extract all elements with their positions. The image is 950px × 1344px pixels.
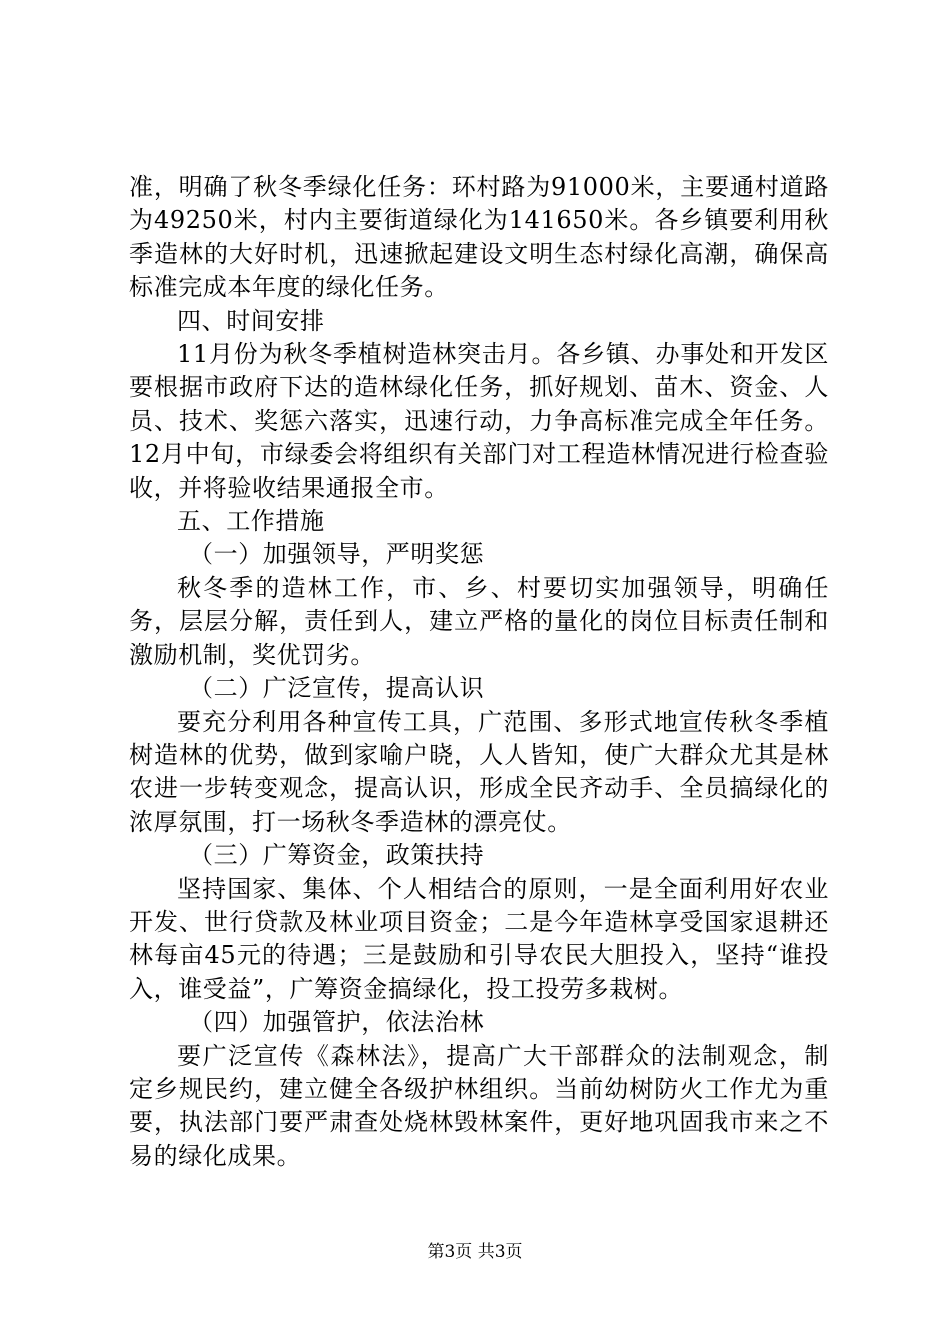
page-footer: 第3页 共3页	[427, 1242, 523, 1262]
paragraph-publicity: 要充分利用各种宣传工具，广范围、多形式地宣传秋冬季植树造林的优势，做到家喻户晓，人人皆知，使广大群众尤其是林农进一步转变观念，提高认识，形成全民齐动手、全员搞绿化的浓厚氛围，打一场秋冬季造林的漂亮仗。	[129, 707, 829, 836]
section-heading-schedule: 四、时间安排	[177, 306, 325, 335]
paragraph-funding: 坚持国家、集体、个人相结合的原则，一是全面利用好农业开发、世行贷款及林业项目资金；二是今年造林享受国家退耕还林每亩45元的待遇；三是鼓励和引导农民大胆投入，坚持“谁投入，谁受益”，广筹资金搞绿化，投工投劳多栽树。	[129, 874, 829, 1003]
subheading-leadership: （一）加强领导，严明奖惩	[189, 540, 485, 569]
paragraph-schedule: 11月份为秋冬季植树造林突击月。各乡镇、办事处和开发区要根据市政府下达的造林绿化任务，抓好规划、苗木、资金、人员、技术、奖惩六落实，迅速行动，力争高标准完成全年任务。12月中旬，市绿委会将组织有关部门对工程造林情况进行检查验收，并将验收结果通报全市。	[129, 340, 829, 502]
section-heading-measures: 五、工作措施	[177, 507, 325, 536]
subheading-protection: （四）加强管护，依法治林	[189, 1008, 485, 1037]
document-body	[129, 171, 829, 1173]
subheading-funding: （三）广筹资金，政策扶持	[189, 841, 485, 870]
paragraph-leadership: 秋冬季的造林工作，市、乡、村要切实加强领导，明确任务，层层分解，责任到人，建立严格的量化的岗位目标责任制和激励机制，奖优罚劣。	[129, 573, 829, 669]
subheading-publicity: （二）广泛宣传，提高认识	[189, 674, 485, 703]
paragraph-continuation: 准，明确了秋冬季绿化任务：环村路为91000米，主要通村道路为49250米，村内主要街道绿化为141650米。各乡镇要利用秋季造林的大好时机，迅速掀起建设文明生态村绿化高潮，确保高标准完成本年度的绿化任务。	[129, 173, 829, 302]
paragraph-protection: 要广泛宣传《森林法》，提高广大干部群众的法制观念，制定乡规民约，建立健全各级护林组织。当前幼树防火工作尤为重要，执法部门要严肃查处烧林毁林案件，更好地巩固我市来之不易的绿化成果。	[129, 1041, 829, 1170]
